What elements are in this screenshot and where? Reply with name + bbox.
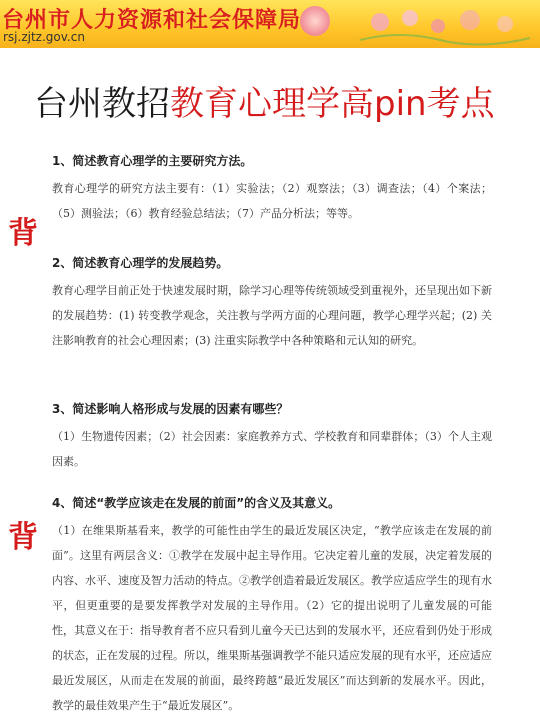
emblem-icon [300,6,330,36]
question-title: 3、简述影响人格形成与发展的因素有哪些？ [52,402,289,416]
memorize-mark: 背 [8,216,38,251]
question-title: 1、简述教育心理学的主要研究方法。 [52,154,253,168]
question-answer: 教育心理学目前正处于快速发展时期，除学习心理等传统领域受到重视外，还呈现出如下新的发展趋势：(1) 转变教学观念，关注教与学两方面的心理问题，教学心理学兴起；(2) 关注影响教育的社会心理因素；(3) 注重实际教学中各种策略和元认知的研究。 [52,284,492,347]
banner-url[interactable]: rsj.zjtz.gov.cn [3,30,85,44]
question-3 [52,400,492,474]
question-title: 2、简述教育心理学的发展趋势。 [52,256,229,270]
question-2 [52,254,492,353]
question-1 [52,152,492,226]
memorize-mark: 背 [8,520,38,555]
site-banner [0,0,540,48]
question-answer: 教育心理学的研究方法主要有：（1）实验法；（2）观察法；（3）调查法；（4）个案法；（5）测验法；（6）教育经验总结法；（7）产品分析法；等等。 [52,182,492,220]
question-answer: （1）生物遗传因素；（2）社会因素：家庭教养方式、学校教育和同辈群体；（3）个人主观因素。 [52,430,492,468]
flower-decoration-icon [340,0,540,48]
question-4 [52,494,492,718]
banner-title: 台州市人力资源和社会保障局 [2,8,302,33]
page-title [34,82,495,126]
page-title-part1: 台州教招 [34,84,170,124]
question-title: 4、简述“教学应该走在发展的前面”的含义及其意义。 [52,496,341,510]
page-title-part2: 教育心理学高pin考点 [170,84,495,124]
question-answer: （1）在维果斯基看来，教学的可能性由学生的最近发展区决定，“教学应该走在发展的前面”。这里有两层含义：①教学在发展中起主导作用。它决定着儿童的发展，决定着发展的内容、水平、速度及智力活动的特点。②教学创造着最近发展区。教学应适应学生的现有水平，但更重要的是要发挥教学对发展的主导作用。（2）它的提出说明了儿童发展的可能性，其意义在于：指导教育者不应只看到儿童今天已达到的发展水平，还应看到仍处于形成的状态，正在发展的过程。所以，维果斯基强调教学不能只适应发展的现有水平，还应适应最近发展区，从而走在发展的前面，最终跨越“最近发展区”而达到新的发展水平。因此，教学的最佳效果产生于“最近发展区”。 [52,524,492,712]
